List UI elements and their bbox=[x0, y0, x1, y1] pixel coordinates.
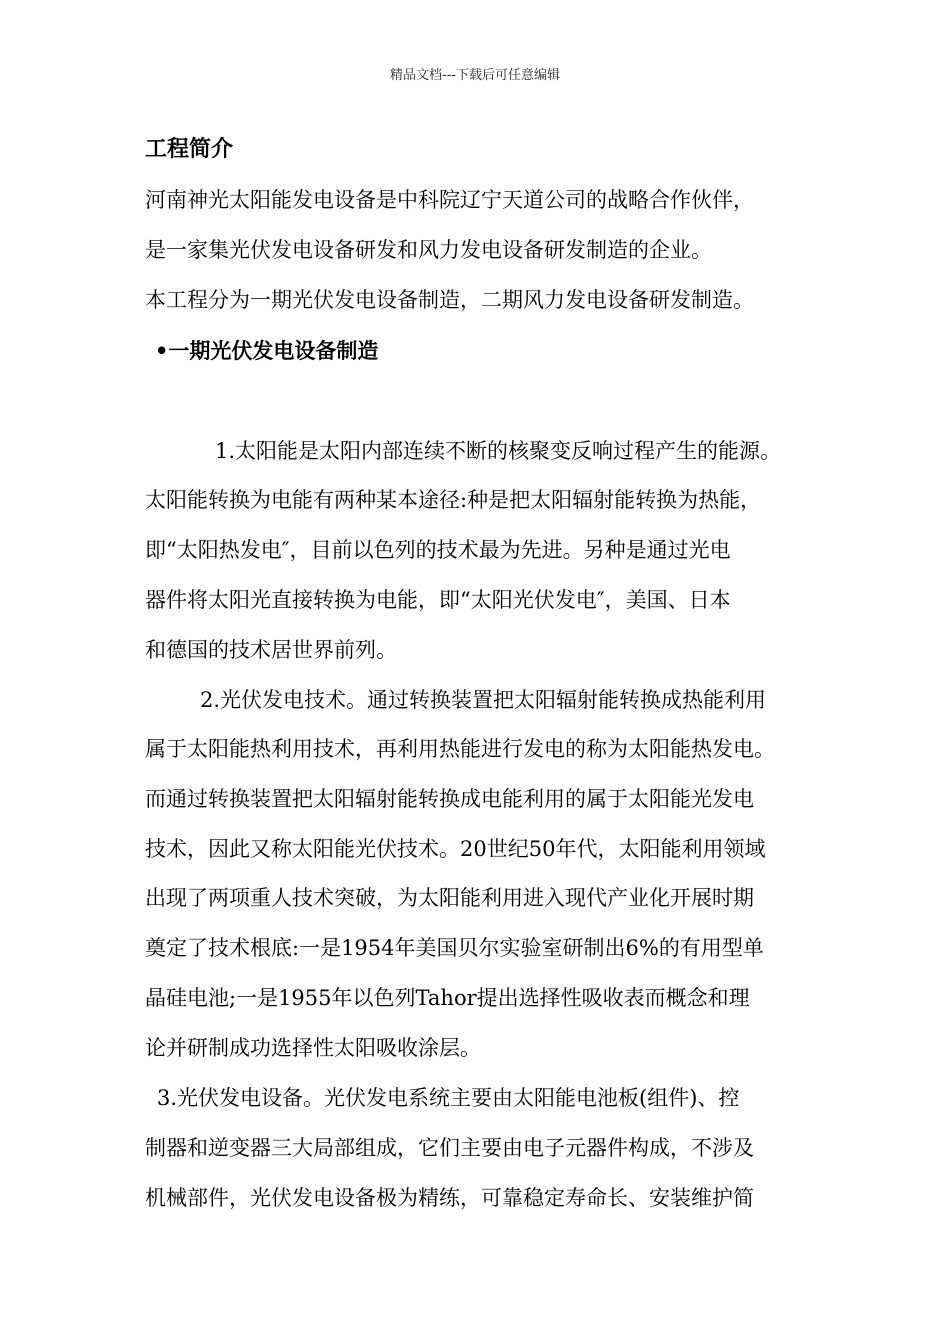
paragraph-line: 出现了两项重人技术突破，为太阳能利用进入现代产业化开展时期 bbox=[145, 886, 754, 910]
intro-line: 是一家集光伏发电设备研发和风力发电设备研发制造的企业。 bbox=[145, 238, 712, 262]
page-header: 精品文档---下载后可任意编辑 bbox=[389, 68, 561, 83]
paragraph-line: 和德国的技术居世界前列。 bbox=[145, 638, 397, 662]
paragraph-line: 2.光伏发电技术。通过转换装置把太阳辐射能转换成热能利用 bbox=[200, 688, 767, 712]
paragraph-line: 技术，因此又称太阳能光伏技术。20世纪50年代，太阳能利用领域 bbox=[145, 837, 766, 861]
paragraph-line: 属于太阳能热利用技术，再利用热能进行发电的称为太阳能热发电。 bbox=[145, 737, 775, 761]
paragraph-line: 论并研制成功选择性太阳吸收涂层。 bbox=[145, 1036, 481, 1060]
intro-line: 河南神光太阳能发电设备是中科院辽宁天道公司的战略合作伙伴， bbox=[145, 188, 754, 212]
paragraph-line: 太阳能转换为电能有两种某本途径:种是把太阳辐射能转换为热能， bbox=[145, 488, 762, 512]
paragraph-line: 奠定了技术根底:一是1954年美国贝尔实验室研制出6%的有用型单 bbox=[145, 936, 764, 960]
paragraph-line: 即“太阳热发电″，目前以色列的技术最为先进。另种是通过光电 bbox=[145, 538, 731, 562]
paragraph-line: 器件将太阳光直接转换为电能，即“太阳光伏发电″，美国、日本 bbox=[145, 588, 731, 612]
paragraph-line: 3.光伏发电设备。光伏发电系统主要由太阳能电池板(组件)、控 bbox=[157, 1086, 740, 1110]
paragraph-line: 制器和逆变器三大局部组成，它们主要由电子元器件构成，不涉及 bbox=[145, 1136, 754, 1160]
intro-line: 本工程分为一期光伏发电设备制造，二期风力发电设备研发制造。 bbox=[145, 288, 754, 312]
paragraph-line: 1.太阳能是太阳内部连续不断的核聚变反响过程产生的能源。 bbox=[215, 439, 782, 463]
paragraph-line: 晶硅电池;一是1955年以色列Tahor提出选择性吸收表而概念和理 bbox=[145, 986, 750, 1010]
page-title: 工程简介 bbox=[145, 137, 234, 162]
paragraph-line: 而通过转换装置把太阳辐射能转换成电能利用的属于太阳能光发电 bbox=[145, 787, 754, 811]
paragraph-line: 机械部件，光伏发电设备极为精练，可靠稳定寿命长、安装维护简 bbox=[145, 1186, 754, 1210]
section-heading: •一期光伏发电设备制造 bbox=[155, 339, 379, 363]
